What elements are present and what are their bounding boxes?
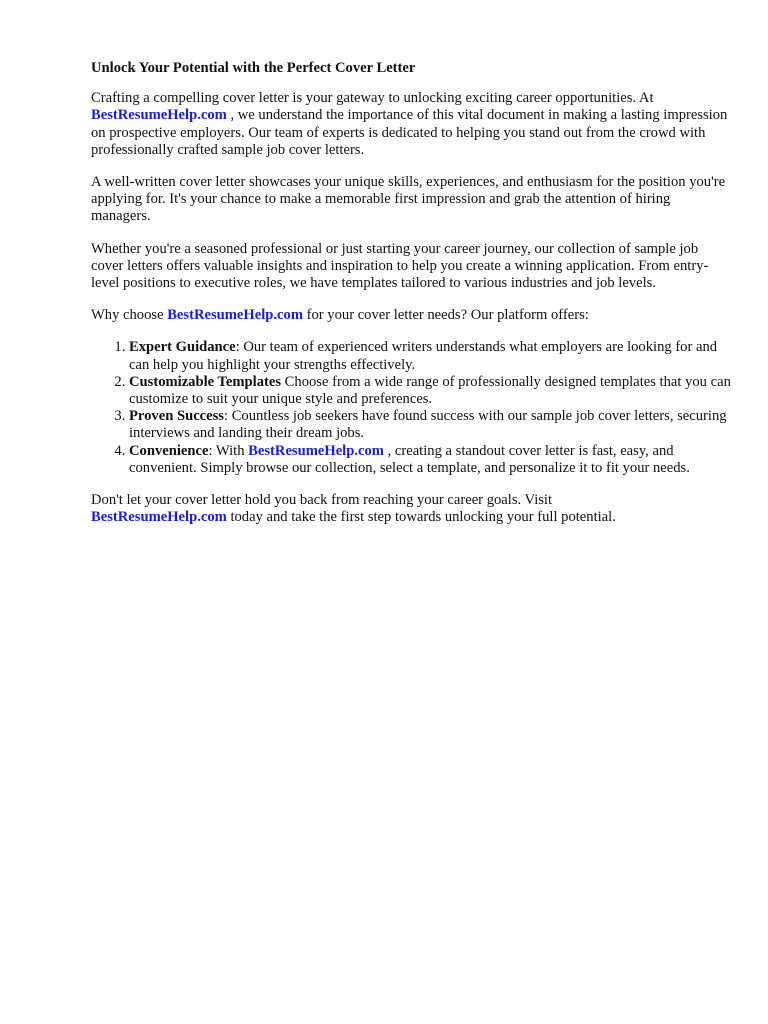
why-choose-text-after: for your cover letter needs? Our platform offers: [306,307,589,324]
why-choose-paragraph [91,307,731,324]
closing-paragraph [91,492,731,526]
list-item-text: : Countless job seekers have found success with our sample job cover letters, securing interviews and landing their dream jobs. [129,408,727,442]
document-body [91,60,731,541]
collection-paragraph: Whether you're a seasoned professional or just starting your career journey, our collection of sample job cover letters offers valuable insights and inspiration to help you create a winning application. From entry-level positions to executive roles, we have templates tailored to various industries and job levels. [91,240,709,292]
list-item-customizable-templates [129,374,731,408]
intro-paragraph [91,90,731,159]
closing-text-before: Don't let your cover letter hold you back from reaching your career goals. Visit [91,492,553,509]
document-title: Unlock Your Potential with the Perfect Cover Letter [91,60,416,76]
list-item-text: Choose from a wide range of professionally designed templates that you can customize to suit your unique style and preferences. [129,373,731,408]
intro-text-after: , we understand the importance of this vital document in making a lasting impression on prospective employers. Our team of experts is dedicated to helping you stand out from the crowd with professionally crafted sample job cover letters. [91,107,728,158]
list-item-convenience [129,443,731,477]
list-item-term: Convenience [129,442,209,459]
skills-paragraph: A well-written cover letter showcases your unique skills, experiences, and enthusiasm for the position you're applying for. It's your chance to make a memorable first impression and grab the attention of hiring managers. [91,174,726,225]
bestresumehelp-link[interactable]: BestResumeHelp.com [91,509,227,526]
closing-text-after: today and take the first step towards unlocking your full potential. [230,509,616,526]
list-item-term: Expert Guidance [129,339,236,356]
list-item-text: : With [208,442,245,459]
features-list [91,339,731,477]
list-item-text: , creating a standout cover letter is fast, easy, and convenient. Simply browse our collection, select a template, and personalize it to fit your needs. [129,442,690,476]
list-item-term: Customizable Templates [129,373,282,390]
bestresumehelp-link[interactable]: BestResumeHelp.com [248,442,384,459]
bestresumehelp-link[interactable]: BestResumeHelp.com [167,307,303,324]
bestresumehelp-link[interactable]: BestResumeHelp.com [91,107,227,124]
why-choose-text-before: Why choose [91,307,164,324]
list-item-proven-success [129,408,731,442]
list-item-expert-guidance [129,339,731,373]
intro-text-before: Crafting a compelling cover letter is your gateway to unlocking exciting career opportunities. At [91,90,654,107]
list-item-term: Proven Success [129,408,224,425]
list-item-text: : Our team of experienced writers understands what employers are looking for and can help you highlight your strengths effectively. [129,339,718,373]
